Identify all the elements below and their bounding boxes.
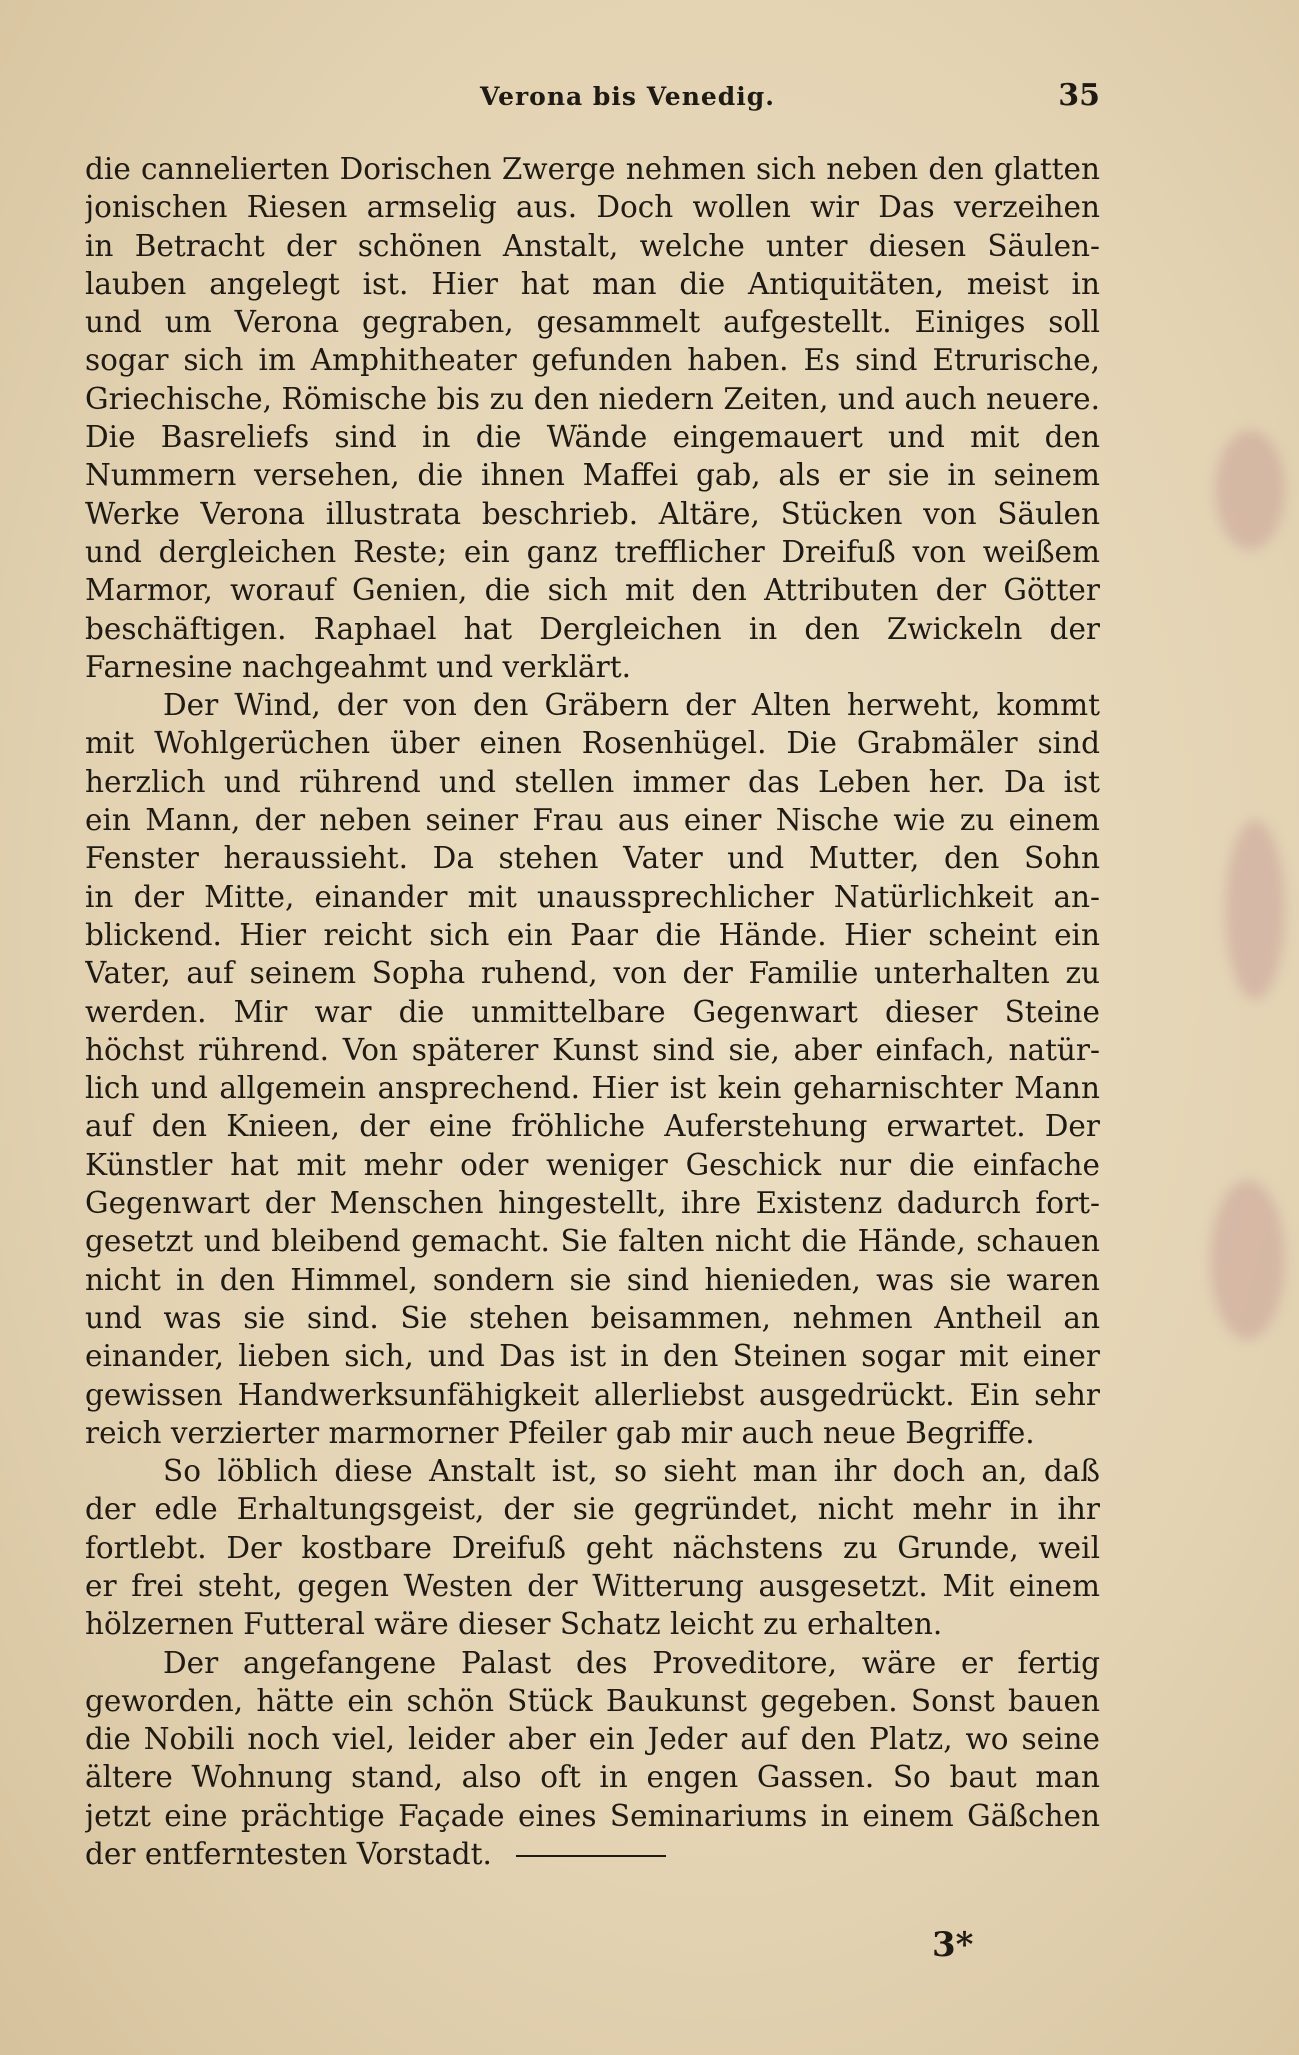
text-line bbox=[85, 1414, 1100, 1452]
text-line bbox=[85, 648, 1100, 686]
text-line-content: reich verzierter marmorner Pfeiler gab mir auch neue Begriffe. bbox=[85, 1415, 1035, 1450]
text-line bbox=[85, 1682, 1100, 1720]
text-line bbox=[85, 150, 1100, 188]
text-line-content: ältere Wohnung stand, also oft in engen Gassen. So baut man bbox=[85, 1760, 1100, 1795]
text-line bbox=[85, 916, 1100, 954]
page-number: 35 bbox=[1058, 78, 1100, 113]
text-line bbox=[85, 1107, 1100, 1145]
text-line bbox=[85, 571, 1100, 609]
text-line-content: Künstler hat mit mehr oder weniger Geschick nur die einfache bbox=[85, 1147, 1100, 1182]
text-line bbox=[85, 763, 1100, 801]
text-line-content: jonischen Riesen armselig aus. Doch wollen wir Das verzeihen bbox=[85, 190, 1100, 225]
text-line-content: einander, lieben sich, und Das ist in den Steinen sogar mit einer bbox=[85, 1339, 1100, 1374]
text-line-content: und dergleichen Reste; ein ganz trefflicher Dreifuß von weißem bbox=[85, 534, 1100, 569]
text-line-content: geworden, hätte ein schön Stück Baukunst gegeben. Sonst bauen bbox=[85, 1683, 1100, 1718]
text-line bbox=[85, 1720, 1100, 1758]
text-line-content: ein Mann, der neben seiner Frau aus einer Nische wie zu einem bbox=[85, 803, 1100, 838]
text-line-content: in der Mitte, einander mit unaussprechlicher Natürlichkeit an- bbox=[85, 879, 1100, 914]
text-line bbox=[85, 1376, 1100, 1414]
text-line bbox=[85, 1299, 1100, 1337]
ink-stain bbox=[1215, 430, 1285, 550]
page-header bbox=[85, 78, 1100, 122]
text-line-content: mit Wohlgerüchen über einen Rosenhügel. Die Grabmäler sind bbox=[85, 726, 1100, 761]
text-line bbox=[85, 954, 1100, 992]
text-line-content: in Betracht der schönen Anstalt, welche unter diesen Säulen- bbox=[85, 228, 1100, 263]
text-line bbox=[85, 1184, 1100, 1222]
text-line bbox=[85, 993, 1100, 1031]
text-line-content: werden. Mir war die unmittelbare Gegenwart dieser Steine bbox=[85, 994, 1100, 1029]
text-line-content: der entferntesten Vorstadt. bbox=[85, 1837, 492, 1872]
text-line bbox=[85, 1146, 1100, 1184]
text-line-content: Marmor, worauf Genien, die sich mit den Attributen der Götter bbox=[85, 573, 1100, 608]
text-line bbox=[85, 839, 1100, 877]
text-line-content: Der Wind, der von den Gräbern der Alten herweht, kommt bbox=[163, 688, 1100, 723]
text-line bbox=[85, 1797, 1100, 1835]
text-line-content: Farnesine nachgeahmt und verklärt. bbox=[85, 649, 631, 684]
text-line-content: herzlich und rührend und stellen immer das Leben her. Da ist bbox=[85, 764, 1100, 799]
text-line-content: Gegenwart der Menschen hingestellt, ihre Existenz dadurch fort- bbox=[85, 1186, 1100, 1221]
text-line bbox=[85, 533, 1100, 571]
text-line-content: die Nobili noch viel, leider aber ein Jeder auf den Platz, wo seine bbox=[85, 1722, 1100, 1757]
text-line-content: lauben angelegt ist. Hier hat man die Antiquitäten, meist in bbox=[85, 266, 1100, 301]
text-line-content: Nummern versehen, die ihnen Maffei gab, als er sie in seinem bbox=[85, 458, 1100, 493]
text-line bbox=[85, 1529, 1100, 1567]
text-line bbox=[85, 878, 1100, 916]
text-line bbox=[85, 1644, 1100, 1682]
signature-mark: 3* bbox=[932, 1925, 974, 1965]
text-line-content: jetzt eine prächtige Façade eines Seminariums in einem Gäßchen bbox=[85, 1798, 1100, 1833]
text-line-content: sogar sich im Amphitheater gefunden haben. Es sind Etrurische, bbox=[85, 343, 1100, 378]
text-line bbox=[85, 227, 1100, 265]
text-line bbox=[85, 686, 1100, 724]
closing-rule bbox=[516, 1855, 666, 1857]
text-line bbox=[85, 1452, 1100, 1490]
text-line-content: Der angefangene Palast des Proveditore, wäre er fertig bbox=[163, 1645, 1100, 1680]
text-line bbox=[85, 1337, 1100, 1375]
text-line bbox=[85, 1490, 1100, 1528]
text-line-content: die cannelierten Dorischen Zwerge nehmen sich neben den glatten bbox=[85, 152, 1100, 186]
text-line bbox=[85, 1261, 1100, 1299]
text-line-content: höchst rührend. Von späterer Kunst sind sie, aber einfach, natür- bbox=[85, 1032, 1100, 1067]
text-line bbox=[85, 341, 1100, 379]
text-line bbox=[85, 1835, 1100, 1873]
text-line bbox=[85, 1758, 1100, 1796]
text-line-content: er frei steht, gegen Westen der Witterung ausgesetzt. Mit einem bbox=[85, 1568, 1100, 1603]
text-line bbox=[85, 303, 1100, 341]
text-line-content: Fenster heraussieht. Da stehen Vater und Mutter, den Sohn bbox=[85, 841, 1100, 876]
text-line-content: fortlebt. Der kostbare Dreifuß geht nächstens zu Grunde, weil bbox=[85, 1530, 1100, 1565]
body-text bbox=[85, 150, 1100, 1873]
text-line bbox=[85, 1069, 1100, 1107]
text-line bbox=[85, 1222, 1100, 1260]
text-line bbox=[85, 801, 1100, 839]
text-line-content: gesetzt und bleibend gemacht. Sie falten nicht die Hände, schauen bbox=[85, 1224, 1100, 1259]
text-line-content: Werke Verona illustrata beschrieb. Altäre, Stücken von Säulen bbox=[85, 496, 1100, 531]
text-line-content: auf den Knieen, der eine fröhliche Auferstehung erwartet. Der bbox=[85, 1109, 1100, 1144]
text-line-content: Die Basreliefs sind in die Wände eingemauert und mit den bbox=[85, 420, 1100, 455]
text-line-content: der edle Erhaltungsgeist, der sie gegründet, nicht mehr in ihr bbox=[85, 1492, 1100, 1527]
text-line-content: und um Verona gegraben, gesammelt aufgestellt. Einiges soll bbox=[85, 305, 1100, 340]
text-line bbox=[85, 456, 1100, 494]
text-line bbox=[85, 418, 1100, 456]
ink-stain bbox=[1225, 820, 1285, 1000]
text-line bbox=[85, 188, 1100, 226]
text-line-content: So löblich diese Anstalt ist, so sieht man ihr doch an, daß bbox=[163, 1454, 1100, 1489]
text-line bbox=[85, 495, 1100, 533]
text-line-content: Vater, auf seinem Sopha ruhend, von der Familie unterhalten zu bbox=[85, 956, 1100, 991]
text-line-content: beschäftigen. Raphael hat Dergleichen in den Zwickeln der bbox=[85, 611, 1100, 646]
text-line bbox=[85, 1605, 1100, 1643]
text-line-content: Griechische, Römische bis zu den niedern Zeiten, und auch neuere. bbox=[85, 381, 1100, 416]
text-line-content: hölzernen Futteral wäre dieser Schatz leicht zu erhalten. bbox=[85, 1607, 943, 1642]
text-line-content: lich und allgemein ansprechend. Hier ist kein geharnischter Mann bbox=[85, 1071, 1100, 1106]
text-line bbox=[85, 1567, 1100, 1605]
text-line bbox=[85, 265, 1100, 303]
text-line bbox=[85, 724, 1100, 762]
text-line-content: blickend. Hier reicht sich ein Paar die Hände. Hier scheint ein bbox=[85, 917, 1100, 952]
text-line bbox=[85, 610, 1100, 648]
text-line-content: nicht in den Himmel, sondern sie sind hienieden, was sie waren bbox=[85, 1262, 1100, 1297]
text-line-content: und was sie sind. Sie stehen beisammen, nehmen Antheil an bbox=[85, 1300, 1100, 1335]
text-line bbox=[85, 380, 1100, 418]
text-line-content: gewissen Handwerksunfähigkeit allerliebst ausgedrückt. Ein sehr bbox=[85, 1377, 1100, 1412]
running-title: Verona bis Venedig. bbox=[480, 82, 775, 111]
text-line bbox=[85, 1031, 1100, 1069]
ink-stain bbox=[1210, 1180, 1285, 1340]
